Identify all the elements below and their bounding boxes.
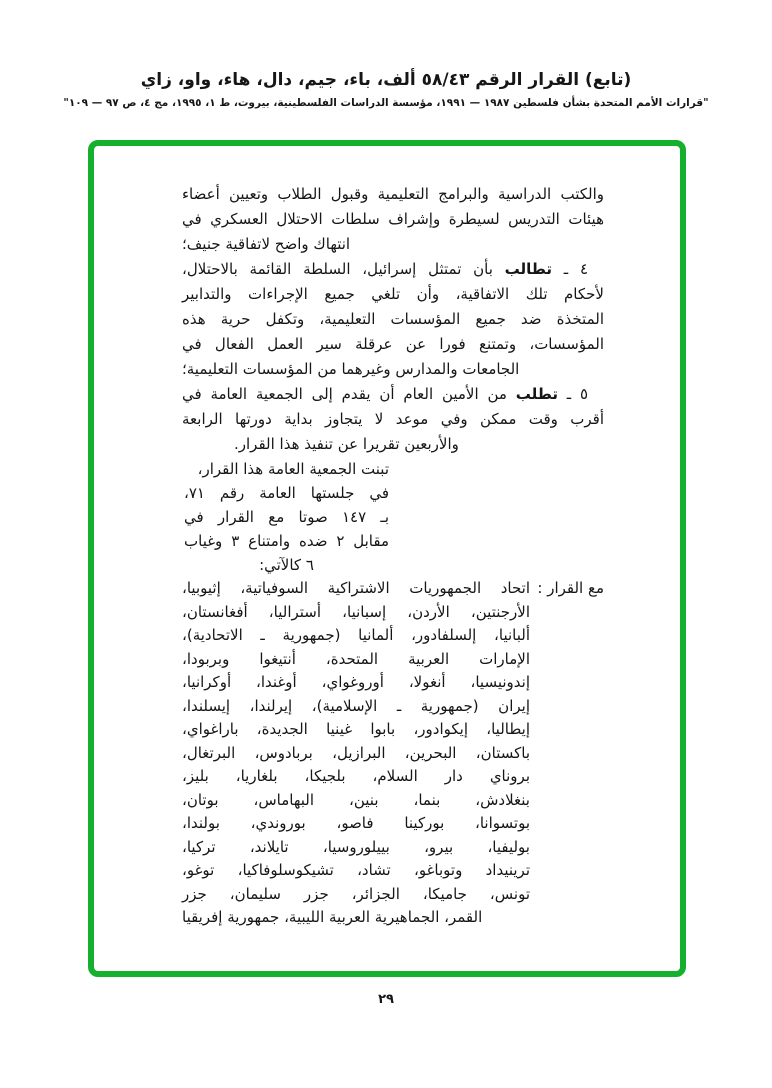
- clause-number: ٤ ـ: [552, 260, 588, 278]
- source-citation: "قرارات الأمم المتحدة بشأن فلسطين ١٩٨٧ — ١٩٩١، مؤسسة الدراسات الفلسطينية، بيروت، ط ١، ١٩٩٥، مج ٤، ص ٩٧ — ١٠٩": [63, 97, 709, 109]
- paragraph-continuation: [182, 182, 604, 257]
- country-list-line: ترينيداد وتوباغو، تشاد، تشيكوسلوفاكيا، توغو،: [182, 861, 530, 879]
- country-list-line: القمر، الجماهيرية العربية الليبية، جمهورية إفريقيا: [182, 908, 483, 926]
- vote-label: مع القرار :: [537, 579, 604, 597]
- text-line: مقابل ٢ ضده وامتناع ٣ وغياب: [184, 532, 390, 550]
- text-line: هيئات التدريس لسيطرة وإشراف سلطات الاحتلال العسكري في: [182, 210, 604, 228]
- text-line: المؤسسات، وتمتنع فورا عن عرقلة سير العمل الفعال في: [182, 335, 604, 353]
- country-list-line: ألبانيا، إلسلفادور، ألمانيا (جمهورية ـ الاتحادية)،: [182, 626, 530, 644]
- text-line: أقرب وقت ممكن وفي موعد لا يتجاوز بداية دورتها الرابعة: [182, 410, 604, 428]
- country-list-line: بوتسوانا، بوركينا فاصو، بوروندي، بولندا،: [182, 814, 530, 832]
- paragraph-4: [182, 257, 604, 382]
- paragraph-5: [182, 382, 604, 457]
- clause-verb: تطالب: [504, 260, 553, 278]
- country-list-line: إندونيسيا، أنغولا، أوروغواي، أوغندا، أوكرانيا،: [182, 673, 530, 691]
- country-list-line: بنغلادش، بنما، بنين، البهاماس، بوتان،: [182, 790, 530, 809]
- resolution-title: (تابع) القرار الرقم ٥٨/٤٣ ألف، باء، جيم، دال، هاء، واو، زاي: [140, 70, 632, 90]
- country-list-line: إيطاليا، إيكوادور، بابوا غينيا الجديدة، باراغواي،: [182, 720, 530, 738]
- clause-number: ٥ ـ: [557, 385, 589, 403]
- country-list-line: بوليفيا، بيرو، بييلوروسيا، تايلاند، تركيا،: [182, 837, 530, 856]
- country-list-line: بروناي دار السلام، بلجيكا، بلغاريا، بليز،: [182, 767, 530, 785]
- country-list-line: إيران (جمهورية ـ الإسلامية)، إيرلندا، إيسلندا،: [182, 696, 530, 715]
- text-line: المتخذة ضد جميع المؤسسات التعليمية، وتكفل حرية هذه: [182, 310, 604, 328]
- vote-country-list: [182, 577, 530, 930]
- clause-verb: تطلب: [515, 385, 558, 403]
- resolution-body: [94, 146, 680, 930]
- page-number: ٢٩: [378, 992, 394, 1007]
- resolution-text-box: [88, 140, 686, 977]
- clause-text: بأن تمتثل إسرائيل، السلطة القائمة بالاحتلال،: [182, 260, 505, 278]
- page-header: [0, 0, 772, 109]
- text-line: انتهاك واضح لاتفاقية جنيف؛: [182, 235, 351, 253]
- text-line: الجامعات والمدارس وغيرهما من المؤسسات التعليمية؛: [182, 360, 520, 378]
- clause-text: من الأمين العام أن يقدم إلى الجمعية العامة في: [182, 385, 516, 403]
- vote-record: [182, 577, 604, 930]
- text-line: بـ ١٤٧ صوتا مع القرار في: [184, 508, 389, 526]
- text-line: في جلستها العامة رقم ٧١،: [184, 484, 389, 502]
- text-line: لأحكام تلك الاتفاقية، وأن تلغي جميع الإجراءات والتدابير: [182, 285, 604, 303]
- adoption-note: [184, 457, 389, 577]
- text-line: [182, 382, 604, 407]
- country-list-line: الأرجنتين، الأردن، إسبانيا، أستراليا، أفغانستان،: [182, 602, 530, 621]
- country-list-line: الإمارات العربية المتحدة، أنتيغوا وبربودا،: [182, 649, 530, 668]
- text-line: والأربعين تقريرا عن تنفيذ هذا القرار.: [234, 435, 459, 453]
- text-line: ٦ كالآتي:: [259, 556, 314, 574]
- country-list-line: اتحاد الجمهوريات الاشتراكية السوفياتية، إثيوبيا،: [182, 579, 530, 597]
- country-list-line: باكستان، البحرين، البرازيل، بربادوس، البرتغال،: [182, 743, 530, 762]
- country-list-line: تونس، جاميكا، الجزائر، جزر سليمان، جزر: [182, 884, 530, 903]
- text-line: والكتب الدراسية والبرامج التعليمية وقبول الطلاب وتعيين أعضاء: [182, 185, 604, 203]
- text-line: تبنت الجمعية العامة هذا القرار،: [197, 460, 389, 478]
- text-line: [182, 257, 604, 282]
